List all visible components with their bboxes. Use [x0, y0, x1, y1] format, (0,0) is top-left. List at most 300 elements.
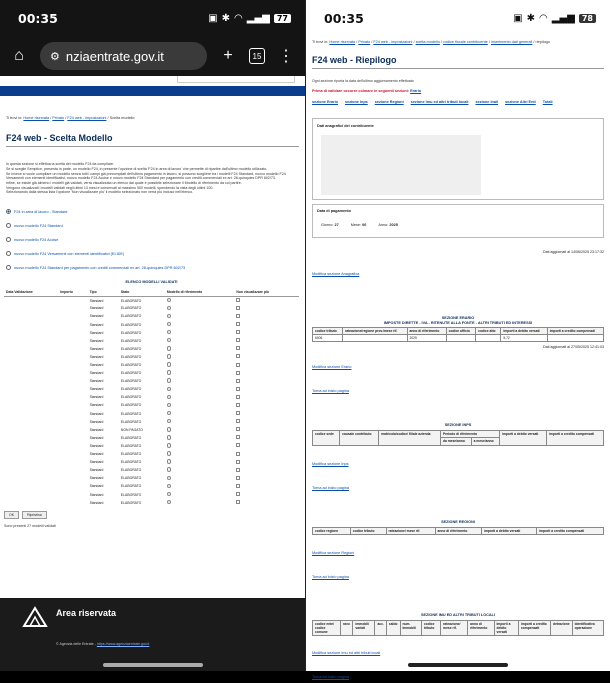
cell-tipo: Standard [89, 411, 104, 416]
modello-radio[interactable] [167, 346, 172, 351]
col-importi-debito: importi a debito versati [501, 328, 547, 335]
cell-non-visualizzare [234, 499, 299, 507]
cell-data-validazione [4, 410, 58, 418]
imu-table [312, 620, 604, 636]
radio-button[interactable] [6, 209, 11, 214]
breadcrumb-current: riepilogo [535, 40, 550, 44]
non-visualizzare-checkbox[interactable] [236, 427, 240, 431]
status-icons [208, 13, 291, 24]
erario-table [312, 327, 604, 342]
cell-data-validazione [4, 312, 58, 320]
right-screenshot [305, 0, 610, 679]
modello-radio[interactable] [167, 451, 172, 456]
cell-data-validazione [4, 337, 58, 345]
title-divider [6, 146, 299, 147]
breadcrumb-codice-fiscale[interactable]: codice fiscale contribuente [443, 40, 488, 44]
cell-importo [58, 345, 87, 353]
address-bar[interactable] [40, 42, 207, 70]
models-count: Sono presenti 27 modelli validati [4, 523, 56, 528]
title-divider [312, 68, 604, 69]
cell-non-visualizzare [234, 377, 299, 385]
col-importi-debito: importi a debito versati [482, 527, 537, 534]
cell-stato: ELABORATO [120, 452, 142, 457]
cell-modello-riferimento [165, 426, 235, 434]
cell-modello-riferimento [165, 442, 235, 450]
modello-radio[interactable] [167, 459, 172, 464]
imu-col-2: immobili variati [353, 620, 375, 635]
cell-modello-riferimento [165, 369, 235, 377]
reset-button[interactable]: Ripristina [22, 511, 47, 519]
breadcrumb-home[interactable]: Home riservata [329, 40, 356, 44]
cell-stato: ELABORATO [120, 500, 142, 505]
non-visualizzare-checkbox[interactable] [236, 371, 240, 375]
non-visualizzare-checkbox[interactable] [236, 443, 240, 447]
modello-radio[interactable] [167, 467, 172, 472]
modello-radio[interactable] [167, 500, 172, 505]
modello-radio[interactable] [167, 314, 172, 319]
header-strip [0, 76, 305, 86]
cell-non-visualizzare [234, 312, 299, 320]
modello-radio[interactable] [167, 476, 172, 481]
home-icon[interactable]: ⌂ [14, 47, 24, 64]
cell-tipo: Standard [89, 468, 104, 473]
gesture-bar [103, 663, 203, 667]
footer-site-link[interactable]: https://www.agenziaentrate.gov.it [96, 642, 150, 646]
cell-stato: ELABORATO [120, 460, 142, 465]
non-visualizzare-checkbox[interactable] [236, 354, 240, 358]
option-label: F24 in area di lavoro - Standard [14, 209, 68, 214]
intro-line: Vengono visualizzati i modelli validati negli ultimi 13 mesi e conservati al massimo 500 modelli, spendendo la vista degli ultimi 100. [6, 185, 214, 190]
option-f24-elide[interactable] [6, 251, 305, 256]
non-visualizzare-checkbox[interactable] [236, 411, 240, 415]
cell-data-validazione [4, 418, 58, 426]
cell-importo [58, 312, 87, 320]
modifica-anagrafica-link[interactable]: Modifica sezione Anagrafica [312, 272, 360, 277]
option-label: nuovo modello F24 Versamenti con elementi identificativi (ELIDE) [14, 251, 125, 256]
table-row [4, 426, 299, 434]
breadcrumb-privato[interactable]: Privato [52, 116, 65, 120]
cell-importo [58, 329, 87, 337]
more-menu-icon[interactable]: ⋮ [278, 48, 294, 65]
cell-stato: ELABORATO [120, 411, 142, 416]
breadcrumb-impostazioni[interactable]: F24 web - impostazioni [373, 40, 413, 44]
modello-radio[interactable] [167, 411, 172, 416]
warning-message: Prima di validare occorre colmare le seguenti sezioni: [312, 89, 410, 94]
sezione-regioni [312, 520, 604, 583]
sezione-erario [312, 316, 604, 397]
breadcrumb-sep: / [488, 40, 490, 44]
cell-modello-riferimento [165, 490, 235, 498]
col-codice-tributo: codice tributo [350, 527, 386, 534]
cell-tipo: Standard [89, 379, 104, 384]
modello-radio[interactable] [167, 484, 172, 489]
non-visualizzare-checkbox[interactable] [236, 338, 240, 342]
cell-modello-riferimento [165, 401, 235, 409]
non-visualizzare-checkbox[interactable] [236, 492, 240, 496]
non-visualizzare-checkbox[interactable] [236, 298, 240, 302]
cell-tipo: Standard [89, 306, 104, 311]
cell-data-validazione [4, 434, 58, 442]
breadcrumb-dati-generali[interactable]: inserimento dati generali [490, 40, 533, 44]
breadcrumb-sep: / [65, 116, 67, 120]
ok-button[interactable]: OK [4, 511, 19, 519]
cell-tipo: Standard [89, 460, 104, 465]
cell-data-validazione [4, 377, 58, 385]
col-codice-ufficio: codice ufficio [446, 328, 475, 335]
intro-line: Infine, se esiste già almeno i modelli già validati, verrà visualizzata un elenco dal quale è possibile selezionare il Modello di riferimento da cui partire. [6, 181, 242, 186]
col-modello-riferimento: Modello di riferimento [165, 288, 235, 296]
modifica-imu-link[interactable]: Modifica sezione Imu ed altri tributi locali [312, 650, 381, 655]
pagamento-title: Data di pagamento [317, 209, 351, 214]
cell-non-visualizzare [234, 369, 299, 377]
cell-stato: ELABORATO [120, 354, 142, 359]
cell-data-validazione [4, 490, 58, 498]
cell-non-visualizzare [234, 474, 299, 482]
cell-stato: ELABORATO [120, 363, 142, 368]
cell-non-visualizzare [234, 434, 299, 442]
non-visualizzare-checkbox[interactable] [236, 460, 240, 464]
cell-modello-riferimento [165, 312, 235, 320]
breadcrumb-home[interactable]: Home riservata [23, 116, 50, 120]
link-sezione-regioni[interactable]: sezione Regioni [374, 100, 404, 105]
imu-col-11: detrazione [551, 620, 573, 635]
modello-radio[interactable] [167, 443, 172, 448]
imu-col-12: identificativo operazione [572, 620, 603, 635]
non-visualizzare-checkbox[interactable] [236, 468, 240, 472]
intro-line: Selezionando dalla stessa lista l'opzione 'Non visualizzare più' il modello selezionato non verrà più incluso nell'elenco. [6, 190, 194, 195]
modifica-erario-link[interactable]: Modifica sezione Erario [312, 365, 352, 370]
warning-erario-link[interactable]: Erario [410, 89, 422, 94]
cell-tipo: Standard [89, 338, 104, 343]
modello-radio[interactable] [167, 492, 172, 497]
non-visualizzare-checkbox[interactable] [236, 346, 240, 350]
breadcrumb-sep: / [50, 116, 52, 120]
cell-tipo: Standard [89, 476, 104, 481]
col-tipo: Tipo [88, 288, 119, 296]
cell-modello-riferimento [165, 458, 235, 466]
option-area-lavoro[interactable] [6, 209, 305, 214]
breadcrumb-sep: / [356, 40, 358, 44]
breadcrumb-scelta-modello[interactable]: scelta modello [415, 40, 440, 44]
cell-codice-tributo: 6006 [313, 335, 343, 342]
torna-inizio-link[interactable]: Torna ad inizio pagina [312, 389, 349, 394]
modifica-inps-link[interactable]: Modifica sezione Inps [312, 461, 349, 466]
col-rateazione: rateazione/ mese rif. [386, 527, 435, 534]
modello-radio[interactable] [167, 362, 172, 367]
table-row [4, 321, 299, 329]
cell-modello-riferimento [165, 345, 235, 353]
cell-non-visualizzare [234, 426, 299, 434]
cell-non-visualizzare [234, 410, 299, 418]
intro-line: In questa sezione si effettua la scelta del modello F24 da compilare. [6, 162, 115, 167]
radio-button[interactable] [6, 237, 11, 242]
cell-importo [58, 434, 87, 442]
cell-data-validazione [4, 345, 58, 353]
modello-radio[interactable] [167, 378, 172, 383]
cell-modello-riferimento [165, 393, 235, 401]
col-codice-atto: codice atto [476, 328, 501, 335]
radio-button[interactable] [6, 223, 11, 228]
breadcrumb [312, 40, 604, 45]
cell-non-visualizzare [234, 418, 299, 426]
link-sezione-imu[interactable]: sezione Imu ed altri tributi locali [410, 100, 469, 105]
updated-anagrafica: Dati aggiornati al 14/06/2025 23:17:32 [543, 250, 604, 255]
breadcrumb-privato[interactable]: Privato [358, 40, 371, 44]
modello-radio[interactable] [167, 435, 172, 440]
cell-importo [58, 410, 87, 418]
link-sezione-inps[interactable]: sezione Inps [344, 100, 368, 105]
new-tab-icon[interactable]: + [223, 47, 233, 64]
cell-stato: ELABORATO [120, 443, 142, 448]
site-settings-icon[interactable]: ⚙ [50, 50, 60, 63]
battery-icon: 77 [274, 14, 291, 23]
col-causale: causale contributo [340, 431, 379, 445]
cell-importo [58, 466, 87, 474]
table-row [4, 442, 299, 450]
cell-non-visualizzare [234, 385, 299, 393]
option-f24-crediti[interactable] [6, 265, 305, 270]
option-f24-standard[interactable] [6, 223, 305, 228]
col-codice-sede: codice sede [313, 431, 340, 445]
cell-stato: ELABORATO [120, 379, 142, 384]
anagrafici-redacted [321, 135, 481, 195]
cell-non-visualizzare [234, 466, 299, 474]
table-row [313, 335, 604, 342]
imu-col-7: rateazione/ mese rif. [441, 620, 468, 635]
cell-modello-riferimento [165, 450, 235, 458]
non-visualizzare-checkbox[interactable] [236, 314, 240, 318]
torna-inizio-link[interactable]: Torna ad inizio pagina [312, 574, 349, 579]
cell-modello-riferimento [165, 353, 235, 361]
radio-button[interactable] [6, 251, 11, 256]
modello-radio[interactable] [167, 338, 172, 343]
cell-modello-riferimento [165, 418, 235, 426]
cell-non-visualizzare [234, 296, 299, 304]
cell-stato: ELABORATO [120, 371, 142, 376]
modello-radio[interactable] [167, 370, 172, 375]
col-importi-credito: importi a credito compensati [547, 431, 604, 445]
cell-tipo: Standard [89, 395, 104, 400]
radio-button[interactable] [6, 265, 11, 270]
modello-radio[interactable] [167, 354, 172, 359]
browser-toolbar [0, 36, 305, 76]
non-visualizzare-checkbox[interactable] [236, 500, 240, 504]
cell-non-visualizzare [234, 345, 299, 353]
non-visualizzare-checkbox[interactable] [236, 419, 240, 423]
cell-importo [58, 482, 87, 490]
imu-col-8: anno di riferimento [468, 620, 494, 635]
breadcrumb-sep: / [440, 40, 442, 44]
tab-switcher-button[interactable]: 15 [249, 48, 265, 64]
erario-title: SEZIONE ERARIO [441, 316, 475, 321]
col-importi-credito: importi a credito compensati [547, 328, 603, 335]
non-visualizzare-checkbox[interactable] [236, 363, 240, 367]
battery-icon: 78 [579, 14, 596, 23]
mese-label: Mese: [350, 223, 362, 228]
cell-modello-riferimento [165, 337, 235, 345]
modifica-regioni-link[interactable]: Modifica sezione Regioni [312, 550, 355, 555]
non-visualizzare-checkbox[interactable] [236, 452, 240, 456]
cell-data-validazione [4, 482, 58, 490]
col-matricola: matricola/codice/ filiale azienda [379, 431, 441, 445]
breadcrumb-sep: / [107, 116, 109, 120]
non-visualizzare-checkbox[interactable] [236, 435, 240, 439]
col-periodo: Periodo di riferimento [440, 431, 499, 438]
cell-stato: ELABORATO [120, 419, 142, 424]
modello-radio[interactable] [167, 298, 172, 303]
cell-non-visualizzare [234, 458, 299, 466]
col-anno: anno di riferimento [435, 527, 482, 534]
non-visualizzare-checkbox[interactable] [236, 306, 240, 310]
non-visualizzare-checkbox[interactable] [236, 476, 240, 480]
link-sezione-altri-enti[interactable]: sezione Altri Enti [505, 100, 536, 105]
col-importi-credito: importi a credito compensati [537, 527, 604, 534]
modello-radio[interactable] [167, 427, 172, 432]
breadcrumb [6, 116, 299, 121]
non-visualizzare-checkbox[interactable] [236, 322, 240, 326]
wifi-icon: ◠ [539, 12, 548, 24]
non-visualizzare-checkbox[interactable] [236, 403, 240, 407]
cell-importo [58, 474, 87, 482]
mese-value: 06 [362, 223, 367, 228]
cell-importo [58, 353, 87, 361]
modello-radio[interactable] [167, 330, 172, 335]
breadcrumb-prefix: Ti trovi in: [6, 116, 23, 120]
cell-tipo: Standard [89, 298, 104, 303]
table-row [4, 304, 299, 312]
cell-importo [58, 499, 87, 507]
col-codice-regione: codice regione [313, 527, 351, 534]
imu-col-4: saldo [386, 620, 400, 635]
cell-tipo: Standard [89, 484, 104, 489]
cell-modello-riferimento [165, 361, 235, 369]
cell-data-validazione [4, 450, 58, 458]
bluetooth-icon: ✱ [221, 12, 231, 24]
gesture-bar [408, 663, 508, 667]
cell-tipo: Standard [89, 371, 104, 376]
cell-stato: NON PAGATO [120, 427, 143, 432]
cell-tipo: Standard [89, 387, 104, 392]
cell-tipo: Standard [89, 354, 104, 359]
cell-stato: ELABORATO [120, 484, 142, 489]
col-stato: Stato [119, 288, 165, 296]
page-title: F24 web - Riepilogo [312, 54, 397, 65]
cell-importi-credito [547, 335, 603, 342]
table-row [4, 385, 299, 393]
modello-radio[interactable] [167, 322, 172, 327]
modello-radio[interactable] [167, 419, 172, 424]
non-visualizzare-checkbox[interactable] [236, 330, 240, 334]
col-rateazione: rateazione/regione prov./mese rif. [343, 328, 407, 335]
nfc-icon: ▣ [208, 12, 218, 24]
cell-modello-riferimento [165, 410, 235, 418]
cell-stato: ELABORATO [120, 298, 142, 303]
cell-tipo: Standard [89, 403, 104, 408]
cell-non-visualizzare [234, 450, 299, 458]
cell-modello-riferimento [165, 296, 235, 304]
cell-modello-riferimento [165, 482, 235, 490]
intro-line: Se si sceglie Semplice, presenta in parte, un modello F24, in presente l'opzione di scelta 'F24 in area di lavoro' che permette di ripartire dall'ultimo modello utilizzato. [6, 167, 268, 172]
modello-radio[interactable] [167, 387, 172, 392]
link-sezione-inail[interactable]: sezione Inail [475, 100, 499, 105]
non-visualizzare-checkbox[interactable] [236, 387, 240, 391]
cell-stato: ELABORATO [120, 476, 142, 481]
breadcrumb-impostazioni[interactable]: F24 web - impostazioni [67, 116, 107, 120]
col-da-mese: da mese/anno [440, 438, 471, 445]
regioni-title: SEZIONE REGIONI [441, 519, 475, 524]
cell-stato: ELABORATO [120, 330, 142, 335]
status-icons [513, 13, 596, 24]
non-visualizzare-checkbox[interactable] [236, 395, 240, 399]
table-row [4, 434, 299, 442]
cell-stato: ELABORATO [120, 338, 142, 343]
erario-header-row [313, 328, 604, 335]
torna-inizio-link[interactable]: Torna ad inizio pagina [312, 485, 349, 490]
header-search-box[interactable] [177, 76, 295, 83]
cell-modello-riferimento [165, 377, 235, 385]
cell-modello-riferimento [165, 321, 235, 329]
link-totali[interactable]: Totali [542, 100, 553, 105]
cell-non-visualizzare [234, 361, 299, 369]
non-visualizzare-checkbox[interactable] [236, 484, 240, 488]
cell-data-validazione [4, 393, 58, 401]
cell-tipo: Standard [89, 314, 104, 319]
option-f24-accise[interactable] [6, 237, 305, 242]
site-footer [0, 598, 305, 671]
cell-anno: 2025 [407, 335, 446, 342]
modello-radio[interactable] [167, 403, 172, 408]
sezione-imu [312, 613, 604, 683]
status-bar [306, 0, 610, 36]
table-row [4, 337, 299, 345]
col-importi-debito: importi a debito versati [500, 431, 547, 445]
cell-stato: ELABORATO [120, 322, 142, 327]
cell-data-validazione [4, 329, 58, 337]
list-actions [4, 511, 299, 519]
option-label: nuovo modello F24 Standard per pagamento con crediti commerciali ex art. 28-quinquies DPR 602/73 [14, 265, 186, 270]
inps-header-row [313, 431, 604, 438]
signal-icon: ▂▄▆ [551, 12, 575, 24]
agenzia-logo-icon [22, 606, 48, 628]
breadcrumb-current: Scelta modello [109, 116, 135, 120]
intro-text [6, 162, 299, 195]
non-visualizzare-checkbox[interactable] [236, 379, 240, 383]
intro-line: Se invece si vuole compilare un modello senza tutti i campi già precompilati dell'ultimo pagamento in lavoro, si possono scegliere tra i modelli F24 Standard, nuovo modello F24 Versamenti con elementi identificativi, nuovo modello F24 Accise e nuovo modello F24 Standard per pagamento con crediti commerciali ex art. 28-quinquies DPR 602/73. [6, 171, 286, 181]
giorno-label: Giorno: [321, 223, 334, 228]
cell-importo [58, 321, 87, 329]
cell-importo [58, 442, 87, 450]
anno-label: Anno: [378, 223, 389, 228]
cell-data-validazione [4, 321, 58, 329]
cell-stato: ELABORATO [120, 314, 142, 319]
status-time: 00:35 [18, 10, 58, 26]
pagamento-date [321, 223, 398, 227]
cell-importo [58, 385, 87, 393]
link-sezione-erario[interactable]: sezione Erario [312, 100, 338, 105]
modello-radio[interactable] [167, 395, 172, 400]
modello-radio[interactable] [167, 306, 172, 311]
address-text: nziaentrate.gov.it [65, 48, 164, 64]
cell-importo [58, 361, 87, 369]
table-row [4, 296, 299, 304]
cell-data-validazione [4, 466, 58, 474]
cell-stato: ELABORATO [120, 403, 142, 408]
cell-tipo: Standard [89, 330, 104, 335]
cell-data-validazione [4, 442, 58, 450]
bluetooth-icon: ✱ [526, 12, 536, 24]
table-row [4, 490, 299, 498]
torna-inizio-link[interactable]: Torna ad inizio pagina [312, 674, 349, 679]
